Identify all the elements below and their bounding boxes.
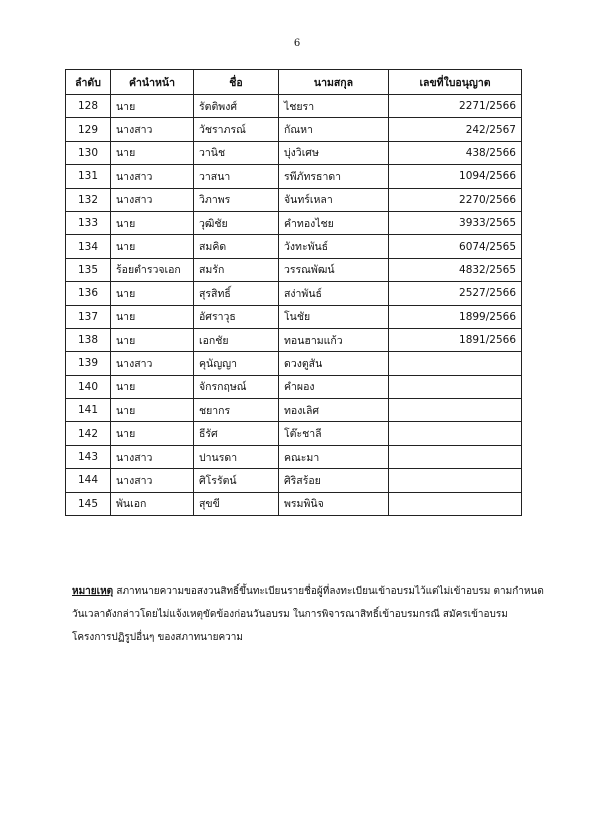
cell-prefix: นางสาว [111,469,194,492]
cell-license-number [389,352,522,375]
table-row [66,282,522,305]
cell-order: 131 [66,165,111,188]
cell-license-number: 2527/2566 [389,282,522,305]
cell-prefix: นางสาว [111,118,194,141]
cell-prefix: พันเอก [111,492,194,515]
table-row [66,375,522,398]
cell-prefix: นาย [111,211,194,234]
cell-first-name: คุนัญญา [194,352,279,375]
cell-first-name: ชยากร [194,399,279,422]
cell-last-name: วรรณพัฒน์ [279,258,389,281]
cell-last-name: ทองเลิศ [279,399,389,422]
table-row [66,211,522,234]
cell-license-number: 6074/2565 [389,235,522,258]
cell-order: 138 [66,328,111,351]
remark-text: สภาทนายความขอสงวนสิทธิ์ขึ้นทะเบียนรายชื่อผู้ที่ลงทะเบียนเข้าอบรมไว้แต่ไม่เข้าอบรม ตามกำหนดวันเวลาดังกล่าวโดยไม่แจ้งเหตุขัดข้องก่อนวันอบรม ในการพิจารณาสิทธิ์เข้าอบรมกรณี สมัครเข้าอบรมโครงการปฏิรูปอื่นๆ ของสภาทนายความ [72,586,544,643]
cell-order: 134 [66,235,111,258]
cell-license-number: 242/2567 [389,118,522,141]
cell-last-name: บุ่งวิเศษ [279,141,389,164]
cell-prefix: นาย [111,305,194,328]
cell-prefix: นาย [111,235,194,258]
cell-license-number: 1891/2566 [389,328,522,351]
table-row [66,445,522,468]
cell-license-number: 4832/2565 [389,258,522,281]
cell-last-name: กัณหา [279,118,389,141]
cell-order: 133 [66,211,111,234]
cell-first-name: ปานรดา [194,445,279,468]
cell-order: 137 [66,305,111,328]
cell-order: 129 [66,118,111,141]
cell-order: 143 [66,445,111,468]
cell-last-name: โนชัย [279,305,389,328]
table-body [66,95,522,516]
cell-order: 145 [66,492,111,515]
table-row [66,352,522,375]
cell-order: 139 [66,352,111,375]
table-row [66,492,522,515]
table-row [66,258,522,281]
cell-order: 132 [66,188,111,211]
remark-paragraph [72,580,544,649]
cell-prefix: นาย [111,328,194,351]
header-order: ลำดับ [66,70,111,95]
cell-license-number [389,445,522,468]
cell-last-name: คำทองไชย [279,211,389,234]
cell-order: 141 [66,399,111,422]
cell-order: 130 [66,141,111,164]
cell-last-name: ไชยรา [279,95,389,118]
cell-prefix: นาย [111,422,194,445]
cell-prefix: นาย [111,375,194,398]
table-row [66,399,522,422]
page-number: 6 [293,38,301,49]
cell-first-name: จักรกฤษณ์ [194,375,279,398]
cell-prefix: นางสาว [111,352,194,375]
cell-last-name: วังทะพันธ์ [279,235,389,258]
cell-prefix: นางสาว [111,188,194,211]
table-row [66,118,522,141]
trainee-roster-table [65,69,522,516]
cell-first-name: สุรสิทธิ์ [194,282,279,305]
table-row [66,141,522,164]
cell-prefix: นางสาว [111,165,194,188]
remark-label: หมายเหตุ [72,586,114,597]
cell-prefix: นาย [111,141,194,164]
table-row [66,165,522,188]
cell-first-name: อัศราวุธ [194,305,279,328]
cell-prefix: นาย [111,95,194,118]
cell-license-number [389,492,522,515]
cell-last-name: คณะมา [279,445,389,468]
header-last-name: นามสกุล [279,70,389,95]
cell-prefix: นาย [111,282,194,305]
cell-first-name: สมรัก [194,258,279,281]
cell-license-number: 1899/2566 [389,305,522,328]
cell-last-name: คำผอง [279,375,389,398]
cell-last-name: ดวงตูสัน [279,352,389,375]
cell-first-name: รัตติพงศ์ [194,95,279,118]
cell-last-name: จันทร์เหลา [279,188,389,211]
cell-first-name: สุขขี [194,492,279,515]
cell-first-name: ธีรัศ [194,422,279,445]
cell-prefix: นาย [111,399,194,422]
cell-license-number: 2271/2566 [389,95,522,118]
cell-last-name: ศิริสร้อย [279,469,389,492]
cell-license-number: 1094/2566 [389,165,522,188]
header-license-number: เลขที่ใบอนุญาต [389,70,522,95]
cell-last-name: พรมพินิจ [279,492,389,515]
cell-order: 135 [66,258,111,281]
cell-license-number: 2270/2566 [389,188,522,211]
table-row [66,469,522,492]
cell-order: 128 [66,95,111,118]
cell-first-name: วัชราภรณ์ [194,118,279,141]
cell-first-name: วิภาพร [194,188,279,211]
cell-prefix: นางสาว [111,445,194,468]
cell-prefix: ร้อยตำรวจเอก [111,258,194,281]
table-row [66,328,522,351]
cell-license-number [389,422,522,445]
cell-first-name: ศิโรรัตน์ [194,469,279,492]
cell-last-name: ทอนฮามแก้ว [279,328,389,351]
cell-first-name: เอกชัย [194,328,279,351]
cell-first-name: สมคิด [194,235,279,258]
cell-order: 142 [66,422,111,445]
cell-license-number [389,469,522,492]
cell-order: 140 [66,375,111,398]
table-header-row [66,70,522,95]
table-row [66,305,522,328]
table-row [66,95,522,118]
header-prefix: คำนำหน้า [111,70,194,95]
cell-last-name: รพีภัทรธาดา [279,165,389,188]
cell-license-number: 438/2566 [389,141,522,164]
table-row [66,188,522,211]
table-row [66,422,522,445]
cell-order: 144 [66,469,111,492]
cell-first-name: วุฒิชัย [194,211,279,234]
header-first-name: ชื่อ [194,70,279,95]
cell-license-number [389,399,522,422]
cell-license-number: 3933/2565 [389,211,522,234]
table-row [66,235,522,258]
cell-first-name: วาสนา [194,165,279,188]
cell-order: 136 [66,282,111,305]
cell-license-number [389,375,522,398]
cell-last-name: โต๊ะชาลี [279,422,389,445]
cell-last-name: สง่าพันธ์ [279,282,389,305]
cell-first-name: วานิช [194,141,279,164]
